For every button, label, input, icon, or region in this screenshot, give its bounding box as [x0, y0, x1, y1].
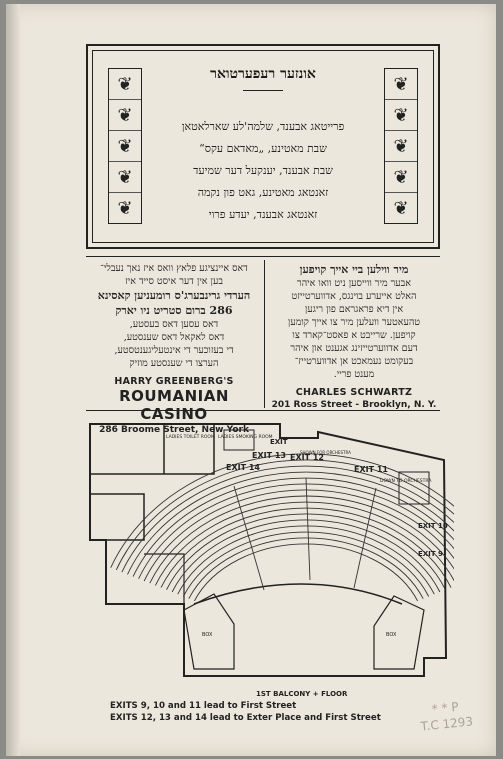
casino-ad-line: הערדי גרינבערג'ס רומעניען קאסינא [97, 289, 251, 302]
repertoire-line: שבת מאטינע, „מאדאם עקס“ [199, 142, 327, 155]
exits-line: EXITS 9, 10 and 11 lead to First Street [110, 701, 297, 711]
exit-14-label: EXIT 14 [226, 463, 260, 472]
exit-label: EXIT [270, 438, 288, 446]
ladies-toilet-label: LADIES TOILET ROOM [166, 435, 215, 440]
stamp-line: T.C 1293 [420, 714, 474, 734]
ads-bottom-rule [86, 410, 440, 411]
exit-10-label: EXIT 10 [418, 522, 448, 530]
ladies-smoking-label: LADIES SMOKING ROOM [218, 435, 273, 440]
casino-owner-name: HARRY GREENBERG'S [114, 376, 234, 387]
catalog-stamp [405, 696, 488, 736]
seating-rows [111, 454, 454, 601]
ads-top-rule [86, 256, 440, 257]
casino-ad-line: 286 ברום סטריט ניו יארק [115, 304, 233, 317]
seat-row [172, 520, 440, 592]
casino-address: 286 Broome Street, New York [99, 425, 249, 435]
repertoire-lines [150, 116, 376, 226]
exit-13-label: EXIT 13 [252, 451, 286, 460]
seat-row [139, 484, 454, 579]
ads-divider [264, 260, 265, 408]
casino-ad-line: די בעזוכער די אינטעליגענטסטע, [114, 345, 234, 356]
exit-9-label: EXIT 9 [418, 550, 443, 558]
seat-row [167, 514, 446, 590]
exit-11-label: EXIT 11 [354, 465, 388, 474]
agent-ad-line: מענט פריי. [333, 369, 375, 380]
shown-orchestra-label: SHOWN FOR ORCHESTRA [300, 450, 351, 455]
box-label: BOX [202, 632, 213, 638]
agent-ad-heading: מיר ווילען ביי אייך קויפען [299, 263, 409, 276]
casino-ad-line: הערצו די שענסטע מוזיק [129, 358, 219, 369]
agent-name: CHARLES SCHWARTZ [295, 387, 413, 398]
title-rule [243, 90, 283, 91]
agent-ad-line: בעקומט נעמאכט אן אדווערטייז־ [294, 356, 414, 367]
agent-ad-line: אין דיא פראגראם פון ריגען [304, 304, 404, 315]
program-page [6, 4, 496, 756]
agent-ad-line: האלט אייערע בוינגס, אדווערטייזט [291, 291, 417, 302]
lotus-ornament-icon: ❦ ❦ ❦ ❦ ❦ [384, 68, 418, 224]
down-to-orchestra-label: DOWN TO ORCHESTRA [380, 479, 432, 484]
repertoire-line: פרייטאג אבענד, שלמה'לע שארלאטאן [181, 120, 345, 133]
casino-ad-line: דאס איינציגע פלאץ וואס איז נאך נעבלי־ [100, 263, 248, 274]
repertoire-title: אונזער רעפערטואר [210, 66, 316, 82]
seat-row [194, 544, 417, 601]
seat-row [183, 532, 428, 596]
casino-ad-line: דאס לאקאל דאס שענסטע, [123, 332, 225, 343]
lotus-ornament-icon: ❦ ❦ ❦ ❦ ❦ [108, 68, 142, 224]
agent-address: 201 Ross Street - Brooklyn, N. Y. [271, 400, 437, 410]
casino-name: ROUMANIAN CASINO [119, 387, 229, 423]
advertising-agent-ad [268, 262, 440, 410]
floor-plan-drawing [84, 414, 454, 699]
repertoire-line: זאנטאג מאטינע, גאט פון נקמה [197, 186, 329, 199]
agent-ad-line: דעם אדווערטייזינג אגענט און איהר [290, 343, 418, 354]
agent-ad-line: קויפען. שרייבט א פאסט־קארד צו [292, 330, 416, 341]
casino-ad-line: בען אין דער איסט סייד איז [125, 276, 223, 287]
agent-ad-line: טהעאטער וועלען מיר צו אייך קומען [287, 317, 421, 328]
stamp-line: * * P [431, 699, 460, 717]
page-spine [6, 4, 20, 756]
floor-plan [84, 414, 454, 699]
balcony-floor-label: 1ST BALCONY + FLOOR [256, 690, 348, 698]
seat-row [133, 478, 454, 576]
repertoire-box [86, 44, 440, 249]
repertoire-line: שבת אבענד, יענקעל דער שמיעד [193, 164, 333, 177]
casino-ad-line: דאס עסען דאס בעסטע, [129, 319, 219, 330]
repertoire-line: זאנטאג אבענד, יעדע פרוי [208, 208, 318, 221]
exit-12-label: EXIT 12 [290, 453, 324, 462]
box-label: BOX [386, 632, 397, 638]
exits-note [110, 700, 450, 724]
agent-ad-line: אבער מיר ווייסען ניט וואו איהר [297, 278, 411, 289]
exits-line: EXITS 12, 13 and 14 lead to Exter Place and First Street [110, 713, 381, 723]
